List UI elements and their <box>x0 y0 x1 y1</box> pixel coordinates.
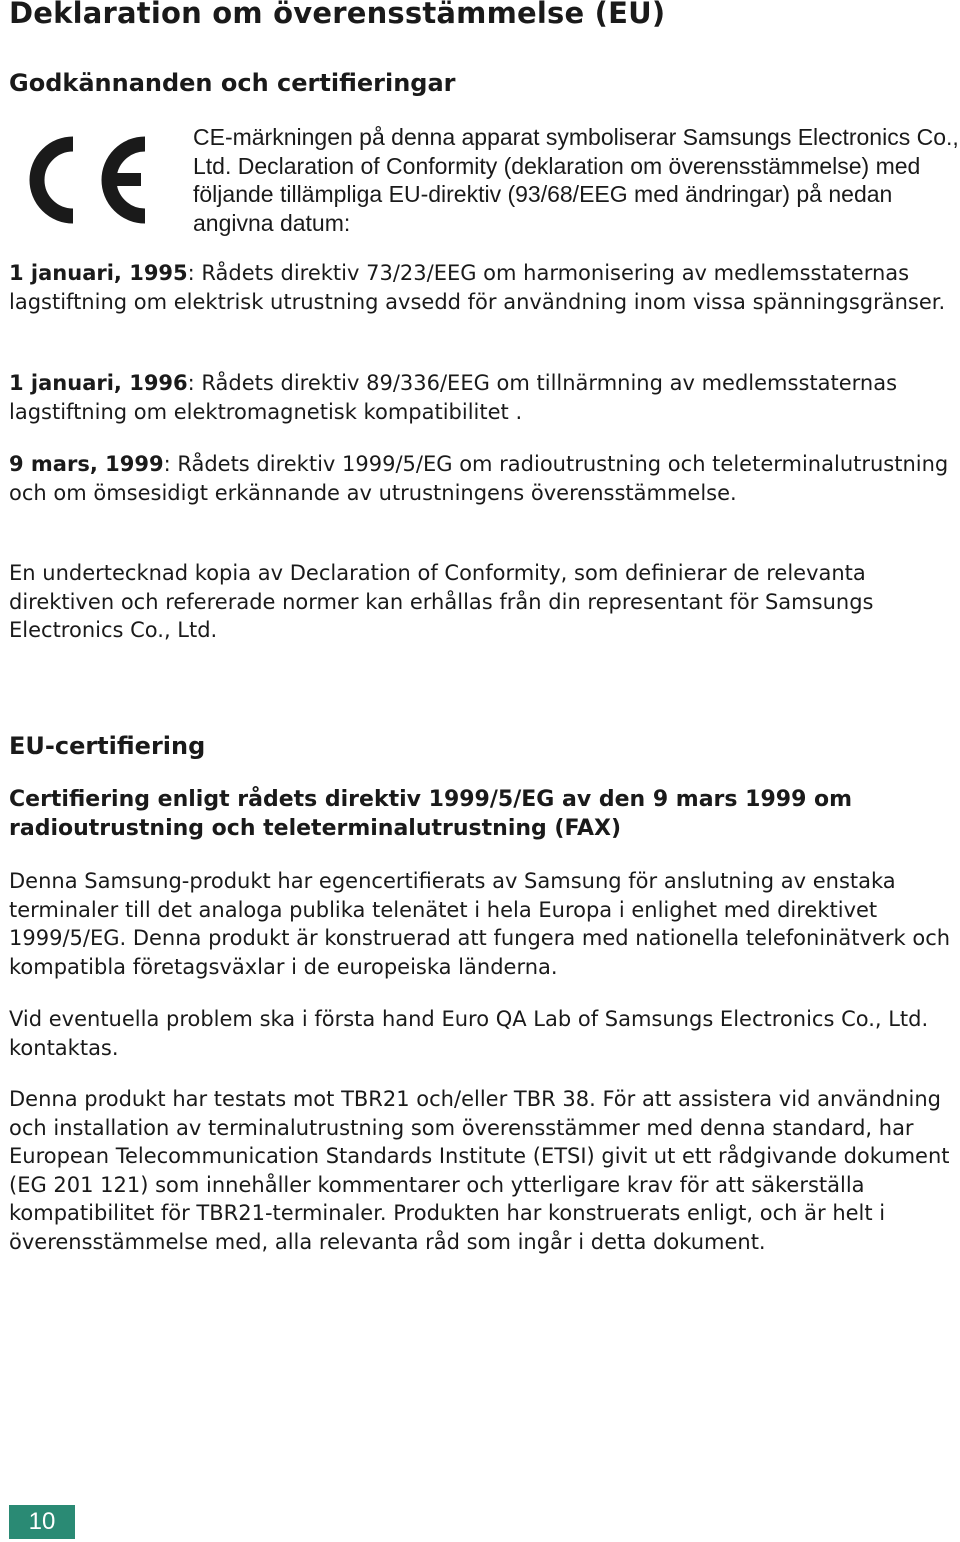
body-paragraph: Denna Samsung-produkt har egencertifierats av Samsung för anslutning av enstaka terminaler till det analoga publika telenätet i hela Europa i enlighet med direktivet 1999/5/EG. Denna produkt är konstruerad att fungera med nationella telefoninätverk och kompatibla företagsväxlar i de europeiska länderna. <box>9 869 951 979</box>
directive-date: 1 januari, 1996 <box>9 371 188 395</box>
certification-subheading: Certifiering enligt rådets direktiv 1999/5/EG av den 9 mars 1999 om radioutrustning och teleterminalutrustning (FAX) <box>9 787 853 841</box>
directive-text: : Rådets direktiv 1999/5/EG om radioutrustning och teleterminalutrustning och om ömsesidigt erkännande av utrustningens överensstämmelse. <box>9 452 949 505</box>
directive-date: 1 januari, 1995 <box>9 261 188 285</box>
directive-paragraph <box>9 450 959 507</box>
page-number-badge: 10 <box>9 1505 75 1539</box>
section-heading-approvals: Godkännanden och certifieringar <box>9 69 456 97</box>
directive-text: : Rådets direktiv 89/336/EEG om tillnärmning av medlemsstaternas lagstiftning om elektromagnetisk kompatibilitet . <box>9 371 898 424</box>
page-title: Deklaration om överensstämmelse (EU) <box>9 0 666 30</box>
directive-date: 9 mars, 1999 <box>9 452 164 476</box>
section-heading-eu-certification: EU-certifiering <box>9 732 206 760</box>
directive-paragraph <box>9 259 959 316</box>
ce-mark-logo <box>27 134 149 226</box>
body-paragraph: Denna produkt har testats mot TBR21 och/eller TBR 38. För att assistera vid användning och installation av terminalutrustning som överensstämmer med denna standard, har European Telecommunication Standards Institute (ETSI) givit ut ett rådgivande dokument (EG 201 121) som innehåller kommentarer och ytterligare krav för att säkerställa kompatibilitet för TBR21-terminaler. Produkten har konstruerats enligt, och är helt i överensstämmelse med, alla relevanta råd som ingår i detta dokument. <box>9 1087 950 1254</box>
body-paragraph: Vid eventuella problem ska i första hand Euro QA Lab of Samsungs Electronics Co., Ltd. kontaktas. <box>9 1007 929 1060</box>
copy-note-paragraph: En undertecknad kopia av Declaration of Conformity, som definierar de relevanta direktiven och refererade normer kan erhållas från din representant för Samsungs Electronics Co., Ltd. <box>9 561 874 643</box>
directive-paragraph <box>9 369 959 426</box>
directive-text: : Rådets direktiv 73/23/EEG om harmonisering av medlemsstaternas lagstiftning om elektrisk utrustning avsedd för användning inom vissa spänningsgränser. <box>9 261 946 314</box>
ce-description: CE-märkningen på denna apparat symboliserar Samsungs Electronics Co., Ltd. Declaration of Conformity (deklaration om överensstämmelse) med följande tillämpliga EU-direktiv (93/68/EEG med ändringar) på nedan angivna datum: <box>193 124 959 236</box>
